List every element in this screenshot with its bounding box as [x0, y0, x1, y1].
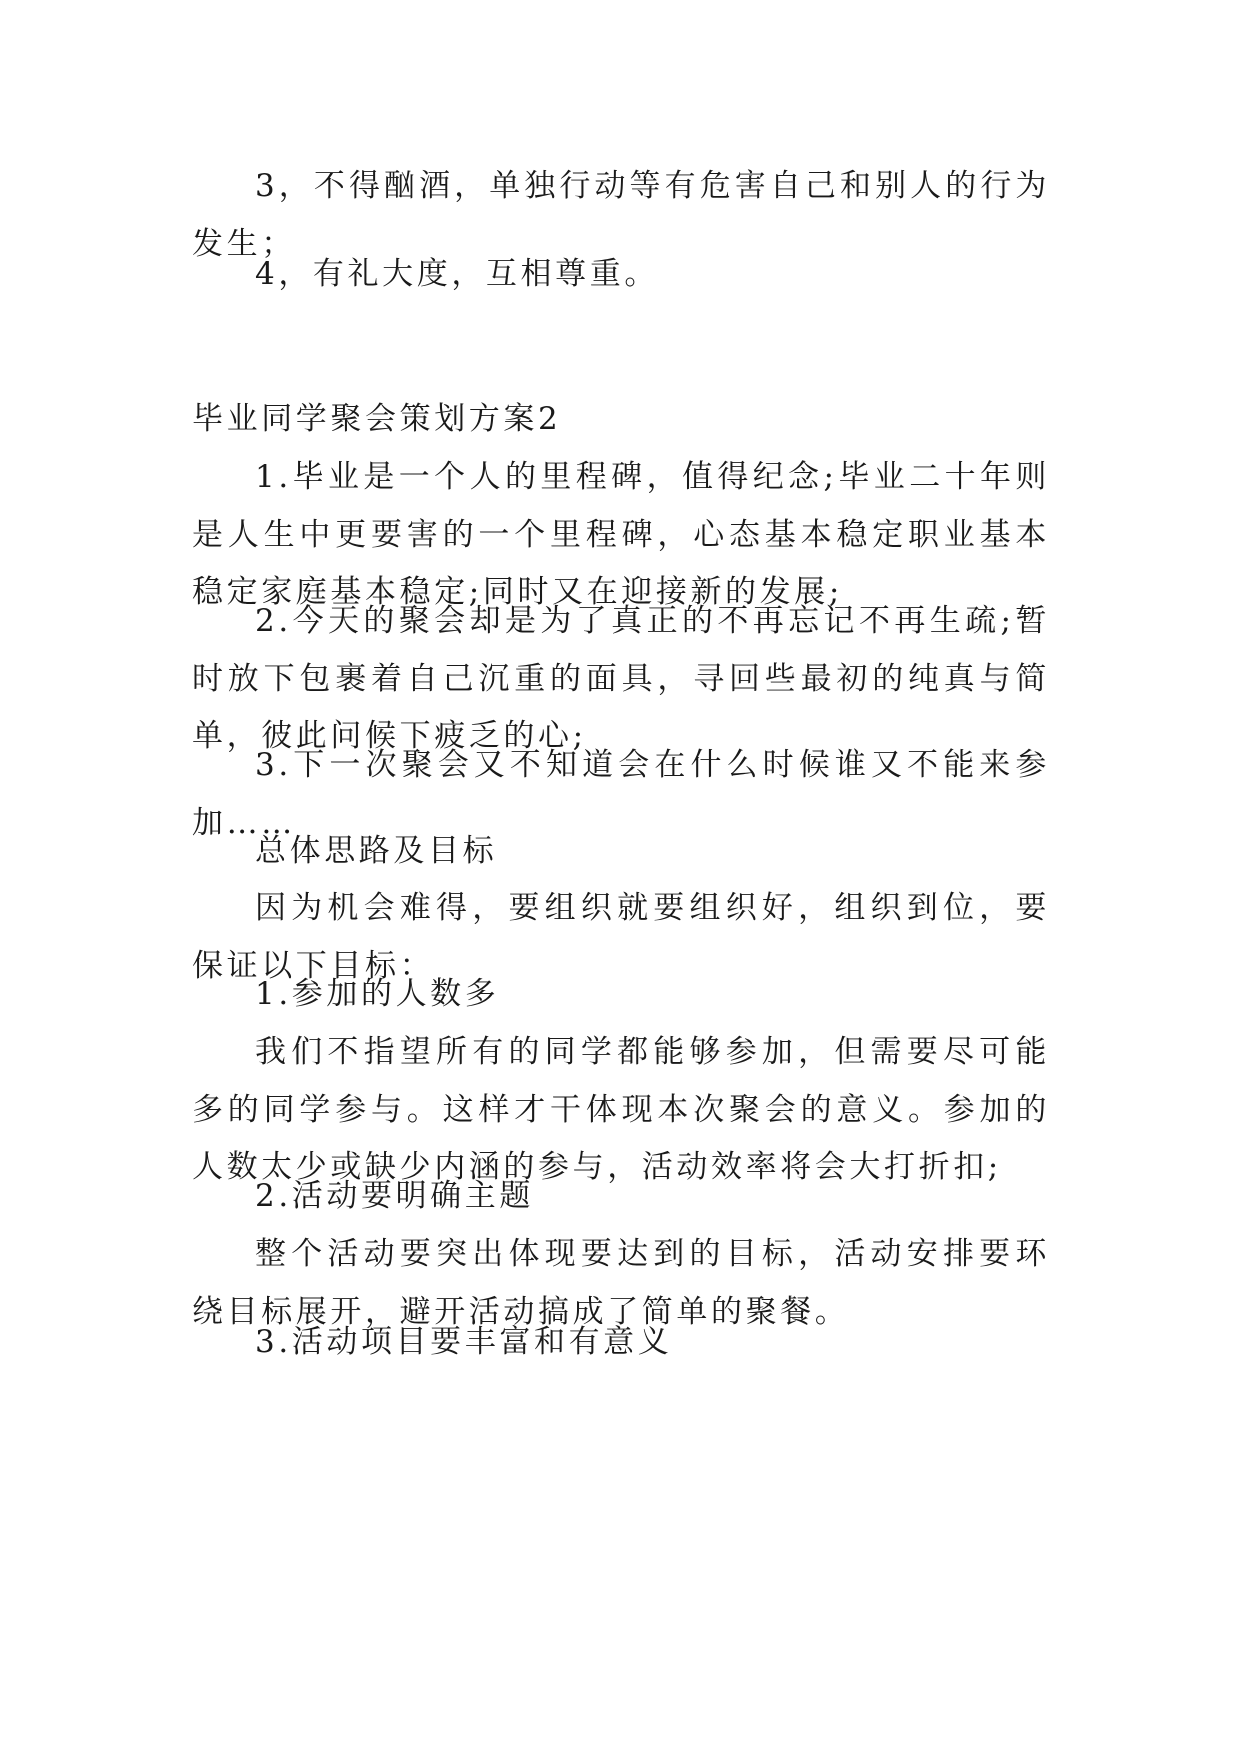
- goal-1-heading: 1.参加的人数多: [255, 976, 500, 1012]
- goal-3-heading: 3.活动项目要丰富和有意义: [255, 1324, 673, 1360]
- goal-1-paragraph: 我们不指望所有的同学都能够参加，但需要尽可能多的同学参与。这样才干体现本次聚会的意义。参加的人数太少或缺少内涵的参与，活动效率将会大打折扣;: [192, 1034, 1050, 1185]
- point-3-paragraph: 3.下一次聚会又不知道会在什么时候谁又不能来参加……: [192, 747, 1050, 841]
- subheading-overall-approach: 总体思路及目标: [255, 833, 498, 869]
- rule-3-paragraph: 3，不得酗酒，单独行动等有危害自己和别人的行为发生；: [192, 168, 1050, 262]
- section-heading: 毕业同学聚会策划方案2: [192, 401, 562, 437]
- overall-approach-paragraph: 因为机会难得，要组织就要组织好，组织到位，要保证以下目标：: [192, 890, 1050, 984]
- rule-4-paragraph: 4，有礼大度，互相尊重。: [255, 256, 659, 292]
- goal-2-heading: 2.活动要明确主题: [255, 1178, 534, 1214]
- point-1-paragraph: 1.毕业是一个人的里程碑，值得纪念;毕业二十年则是人生中更要害的一个里程碑，心态基本稳定职业基本稳定家庭基本稳定;同时又在迎接新的发展;: [192, 459, 1050, 610]
- goal-2-paragraph: 整个活动要突出体现要达到的目标，活动安排要环绕目标展开，避开活动搞成了简单的聚餐。: [192, 1236, 1050, 1330]
- point-2-paragraph: 2.今天的聚会却是为了真正的不再忘记不再生疏;暂时放下包裹着自己沉重的面具，寻回些最初的纯真与简单，彼此问候下疲乏的心;: [192, 603, 1050, 754]
